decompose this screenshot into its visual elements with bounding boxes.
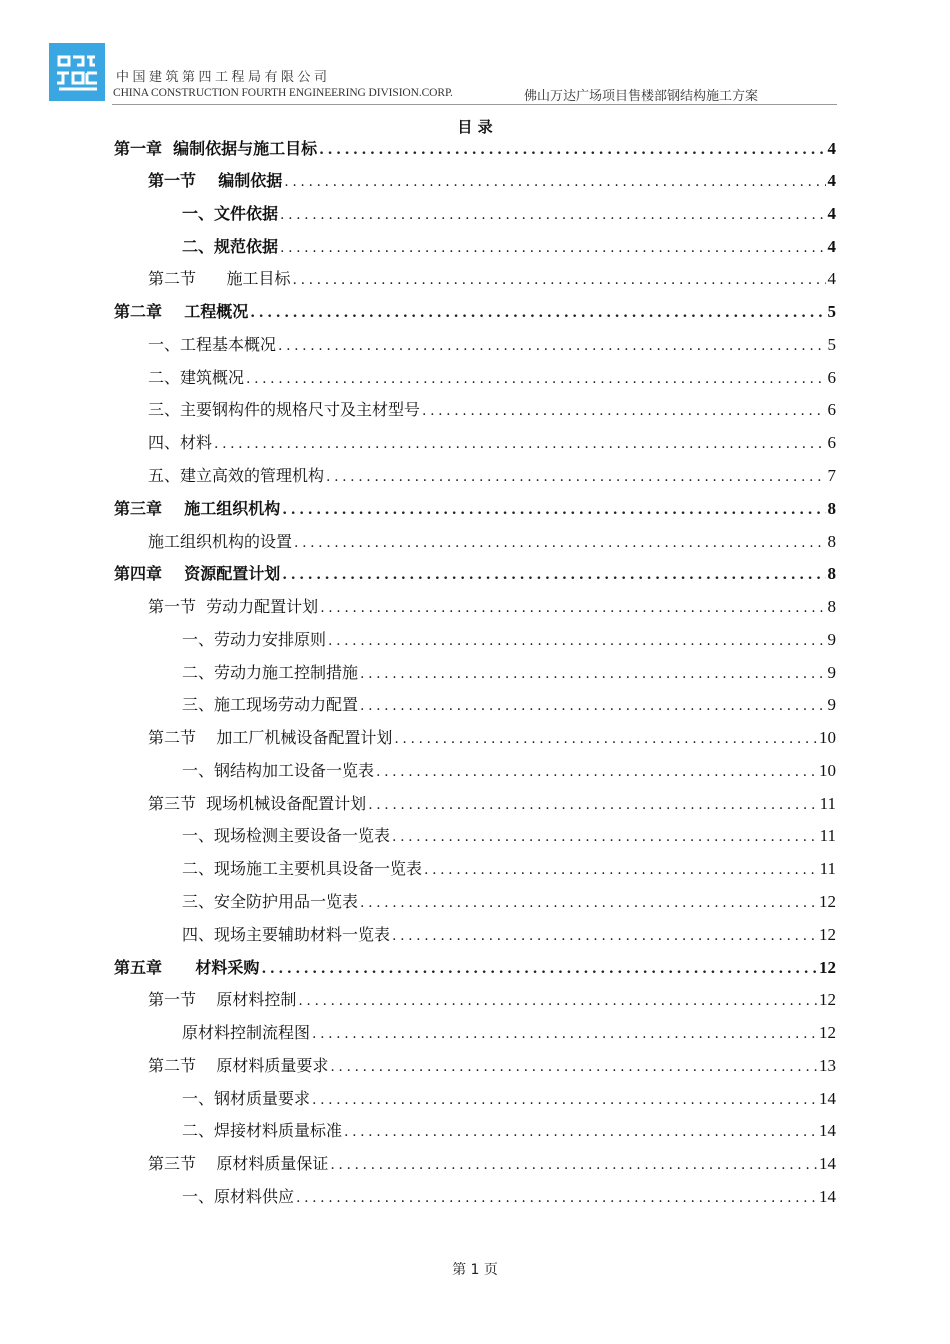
toc-leader-dots	[320, 600, 825, 616]
toc-entry-text: 二、建筑概况	[148, 368, 245, 387]
toc-entry-text: 一、劳动力安排原则	[182, 630, 327, 649]
toc-page-number: 14	[819, 1121, 836, 1140]
toc-leader-dots	[424, 862, 818, 878]
toc-entry[interactable]	[148, 529, 836, 553]
toc-entry-text: 第二节 加工厂机械设备配置计划	[148, 728, 393, 747]
toc-entry-text: 第一节 编制依据	[148, 171, 283, 190]
toc-entry[interactable]	[148, 791, 836, 815]
toc-entry[interactable]	[114, 299, 836, 323]
toc-entry-text: 四、现场主要辅助材料一览表	[182, 925, 391, 944]
toc-leader-dots	[376, 764, 817, 780]
toc-page-number: 12	[819, 925, 836, 944]
toc-page-number: 10	[819, 761, 836, 780]
toc-page-number: 12	[819, 892, 836, 911]
toc-entry[interactable]	[148, 365, 836, 389]
toc-leader-dots	[312, 1026, 817, 1042]
toc-leader-dots	[280, 240, 825, 256]
toc-page-number: 5	[827, 335, 836, 354]
toc-entry[interactable]	[148, 168, 836, 192]
toc-page-number: 10	[819, 728, 836, 747]
toc-leader-dots	[360, 666, 825, 682]
toc-entry[interactable]	[148, 594, 836, 618]
toc-page-number: 4	[827, 237, 836, 256]
toc-leader-dots	[282, 567, 825, 583]
toc-entry[interactable]	[148, 1151, 836, 1175]
toc-entry-text: 三、施工现场劳动力配置	[182, 695, 359, 714]
toc-page-number: 12	[819, 1023, 836, 1042]
toc-leader-dots	[296, 1190, 817, 1206]
toc-page-number: 9	[827, 695, 836, 714]
toc-entry[interactable]	[114, 561, 836, 585]
toc-leader-dots	[360, 895, 817, 911]
toc-page-number: 8	[827, 499, 836, 518]
toc-entry[interactable]	[148, 332, 836, 356]
toc-leader-dots	[246, 371, 825, 387]
toc-leader-dots	[293, 272, 826, 288]
page-footer: 第 1 页	[452, 1262, 498, 1278]
toc-entry-text: 第四章 资源配置计划	[114, 564, 281, 583]
toc-page-number: 8	[827, 597, 836, 616]
toc-leader-dots	[392, 928, 817, 944]
toc-leader-dots	[368, 797, 817, 813]
toc-entry[interactable]	[182, 234, 836, 258]
toc-leader-dots	[294, 535, 825, 551]
toc-page-number: 6	[827, 433, 836, 452]
toc-entry[interactable]	[182, 627, 836, 651]
toc-leader-dots	[284, 174, 825, 190]
toc-leader-dots	[319, 142, 825, 158]
toc-entry-text: 三、主要钢构件的规格尺寸及主材型号	[148, 400, 421, 419]
toc-entry[interactable]	[182, 1020, 836, 1044]
toc-title: 目 录	[457, 118, 493, 136]
toc-page-number: 11	[819, 859, 836, 878]
toc-entry-text: 第二节 原材料质量要求	[148, 1056, 329, 1075]
toc-entry-text: 一、文件依据	[182, 204, 279, 223]
toc-entry-text: 第三章 施工组织机构	[114, 499, 281, 518]
toc-page-number: 11	[819, 826, 836, 845]
toc-page-number: 14	[819, 1187, 836, 1206]
toc-entry[interactable]	[182, 889, 836, 913]
toc-entry-text: 一、原材料供应	[182, 1187, 295, 1206]
toc-page-number: 14	[819, 1089, 836, 1108]
toc-entry-text: 第一节 劳动力配置计划	[148, 597, 319, 616]
toc-page-number: 4	[827, 204, 836, 223]
toc-page-number: 9	[827, 663, 836, 682]
toc-entry[interactable]	[148, 987, 836, 1011]
project-title: 佛山万达广场项目售楼部钢结构施工方案	[524, 89, 759, 104]
toc-entry[interactable]	[182, 823, 836, 847]
toc-leader-dots	[261, 961, 817, 977]
toc-entry-text: 第二章 工程概况	[114, 302, 249, 321]
toc-entry[interactable]	[114, 955, 836, 979]
toc-leader-dots	[392, 829, 818, 845]
toc-page-number: 4	[827, 139, 836, 158]
toc-page-number: 8	[827, 532, 836, 551]
toc-entry-text: 原材料控制流程图	[182, 1023, 311, 1042]
toc-leader-dots	[330, 1059, 817, 1075]
toc-page-number: 4	[827, 171, 836, 190]
toc-entry[interactable]	[148, 430, 836, 454]
toc-page-number: 9	[827, 630, 836, 649]
toc-entry[interactable]	[114, 496, 836, 520]
toc-leader-dots	[312, 1092, 817, 1108]
toc-entry[interactable]	[182, 922, 836, 946]
toc-leader-dots	[422, 403, 825, 419]
toc-entry-text: 二、劳动力施工控制措施	[182, 663, 359, 682]
toc-entry[interactable]	[182, 856, 836, 880]
toc-page-number: 6	[827, 400, 836, 419]
toc-entry[interactable]	[182, 1118, 836, 1142]
toc-page-number: 8	[827, 564, 836, 583]
toc-page-number: 12	[819, 990, 836, 1009]
toc-entry[interactable]	[182, 692, 836, 716]
toc-leader-dots	[278, 338, 825, 354]
toc-entry-text: 第二节 施工目标	[148, 269, 291, 288]
toc-page-number: 7	[827, 466, 836, 485]
toc-entry-text: 一、钢材质量要求	[182, 1089, 311, 1108]
toc-entry-text: 第三节 现场机械设备配置计划	[148, 794, 367, 813]
toc-entry[interactable]	[148, 725, 836, 749]
toc-entry-text: 第一节 原材料控制	[148, 990, 297, 1009]
toc-page-number: 11	[819, 794, 836, 813]
toc-leader-dots	[360, 698, 825, 714]
toc-leader-dots	[298, 993, 817, 1009]
toc-page-number: 6	[827, 368, 836, 387]
toc-entry-text: 施工组织机构的设置	[148, 532, 293, 551]
toc-page-number: 5	[827, 302, 836, 321]
toc-entry[interactable]	[182, 660, 836, 684]
toc-entry[interactable]	[182, 1086, 836, 1110]
toc-entry-text: 第一章 编制依据与施工目标	[114, 139, 318, 158]
toc-entry-text: 一、工程基本概况	[148, 335, 277, 354]
toc-entry[interactable]	[148, 1053, 836, 1077]
toc-entry-text: 二、焊接材料质量标准	[182, 1121, 343, 1140]
company-name-english: CHINA CONSTRUCTION FOURTH ENGINEERING DIVISION.CORP.	[113, 87, 453, 99]
toc-entry-text: 一、钢结构加工设备一览表	[182, 761, 375, 780]
toc-leader-dots	[330, 1157, 817, 1173]
toc-leader-dots	[328, 633, 825, 649]
toc-entry-text: 第三节 原材料质量保证	[148, 1154, 329, 1173]
toc-page-number: 4	[827, 269, 836, 288]
toc-entry-text: 五、建立高效的管理机构	[148, 466, 325, 485]
toc-entry[interactable]	[148, 463, 836, 487]
toc-leader-dots	[326, 469, 825, 485]
toc-entry[interactable]	[114, 136, 836, 160]
toc-page-number: 12	[819, 958, 836, 977]
toc-leader-dots	[394, 731, 817, 747]
toc-entry[interactable]	[182, 1184, 836, 1208]
toc-entry-text: 四、材料	[148, 433, 213, 452]
toc-leader-dots	[282, 502, 825, 518]
toc-entry-text: 二、现场施工主要机具设备一览表	[182, 859, 423, 878]
toc-entry[interactable]	[148, 397, 836, 421]
toc-entry-text: 二、规范依据	[182, 237, 279, 256]
toc-page-number: 14	[819, 1154, 836, 1173]
toc-entry-text: 三、安全防护用品一览表	[182, 892, 359, 911]
toc-entry[interactable]	[182, 758, 836, 782]
toc-entry-text: 第五章 材料采购	[114, 958, 260, 977]
company-name-chinese: 中国建筑第四工程局有限公司	[116, 70, 331, 85]
toc-entry[interactable]	[182, 201, 836, 225]
toc-leader-dots	[214, 436, 825, 452]
toc-entry-text: 一、现场检测主要设备一览表	[182, 826, 391, 845]
toc-leader-dots	[250, 305, 825, 321]
toc-leader-dots	[344, 1124, 817, 1140]
toc-entry[interactable]	[148, 266, 836, 290]
toc-leader-dots	[280, 207, 825, 223]
toc-page-number: 13	[819, 1056, 836, 1075]
